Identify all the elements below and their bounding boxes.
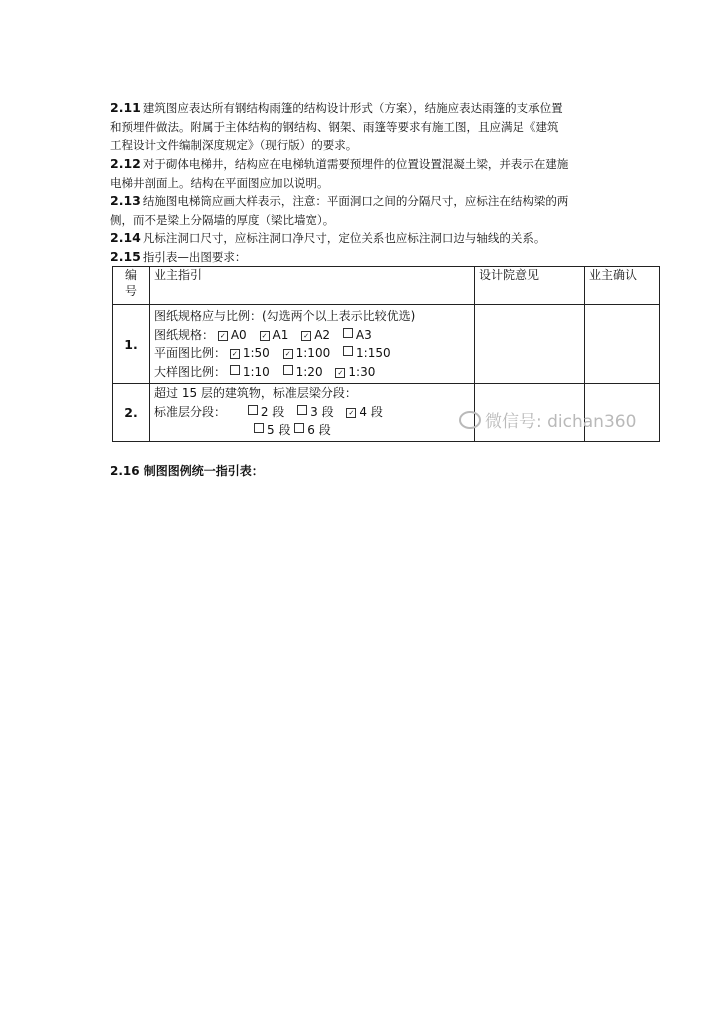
- checkbox[interactable]: ✓: [301, 331, 311, 341]
- para-2-14: 2.14 凡标注洞口尺寸，应标注洞口净尺寸，定位关系也应标注洞口边与轴线的关系。: [110, 230, 546, 245]
- checkbox[interactable]: [343, 328, 353, 338]
- design-opinion-cell: [475, 305, 585, 384]
- section-number: 2.15: [110, 249, 141, 264]
- section-number: 2.11: [110, 100, 141, 115]
- row-number: 1.: [113, 305, 150, 384]
- row-number: 2.: [113, 384, 150, 442]
- guide-cell: 图纸规格应与比例：(勾选两个以上表示比较优选) 图纸规格： ✓ A0 ✓ A1 ✓ A2 A3 平面图比例： ✓ 1:50 ✓ 1:100 1:150 大样图比例： 1:10 1:20 ✓ 1:30: [150, 305, 475, 384]
- checkbox[interactable]: [230, 365, 240, 375]
- section-number: 2.14: [110, 230, 141, 245]
- table-header-row: [113, 267, 660, 305]
- table-row: [113, 305, 660, 384]
- checkbox[interactable]: [297, 405, 307, 415]
- para-2-13: 2.13 结施图电梯筒应画大样表示，注意：平面洞口之间的分隔尺寸，应标注在结构梁的两 侧，而不是梁上分隔墙的厚度（梁比墙宽）。: [110, 193, 569, 227]
- checkbox[interactable]: [343, 346, 353, 356]
- guide-cell: 超过 15 层的建筑物，标准层梁分段： 标准层分段： 2 段 3 段 ✓ 4 段 5 段 6 段: [150, 384, 475, 442]
- checkbox[interactable]: ✓: [283, 349, 293, 359]
- owner-confirm-cell: [585, 305, 660, 384]
- checkbox[interactable]: ✓: [230, 349, 240, 359]
- wechat-icon: [459, 411, 481, 429]
- section-number: 2.12: [110, 156, 141, 171]
- header-guide: 业主指引: [150, 267, 475, 305]
- checkbox[interactable]: [254, 423, 264, 433]
- wechat-watermark: 微信号: dichan360: [459, 407, 636, 432]
- checkbox[interactable]: [248, 405, 258, 415]
- header-no: 编 号: [113, 267, 150, 305]
- section-number: 2.13: [110, 193, 141, 208]
- section-2-16-heading: 2.16 制图图例统一指引表：: [110, 464, 264, 478]
- header-owner-confirm: 业主确认: [585, 267, 660, 305]
- para-2-11: 2.11 建筑图应表达所有钢结构雨篷的结构设计形式（方案），结施应表达雨篷的支承位置 和预埋件做法。附属于主体结构的钢结构、钢架、雨篷等要求有施工图，且应满足《建筑 工程设计文件编制深度规定》（现行版）的要求。: [110, 100, 563, 152]
- checkbox[interactable]: [283, 365, 293, 375]
- checkbox[interactable]: ✓: [346, 408, 356, 418]
- header-design-opinion: 设计院意见: [475, 267, 585, 305]
- checkbox[interactable]: ✓: [260, 331, 270, 341]
- para-2-15: 2.15 指引表—出图要求：: [110, 249, 247, 264]
- checkbox[interactable]: [294, 423, 304, 433]
- checkbox[interactable]: ✓: [335, 368, 345, 378]
- checkbox[interactable]: ✓: [218, 331, 228, 341]
- para-2-12: 2.12 对于砌体电梯井，结构应在电梯轨道需要预埋件的位置设置混凝土梁，并表示在建施 电梯井剖面上。结构在平面图应加以说明。: [110, 156, 569, 190]
